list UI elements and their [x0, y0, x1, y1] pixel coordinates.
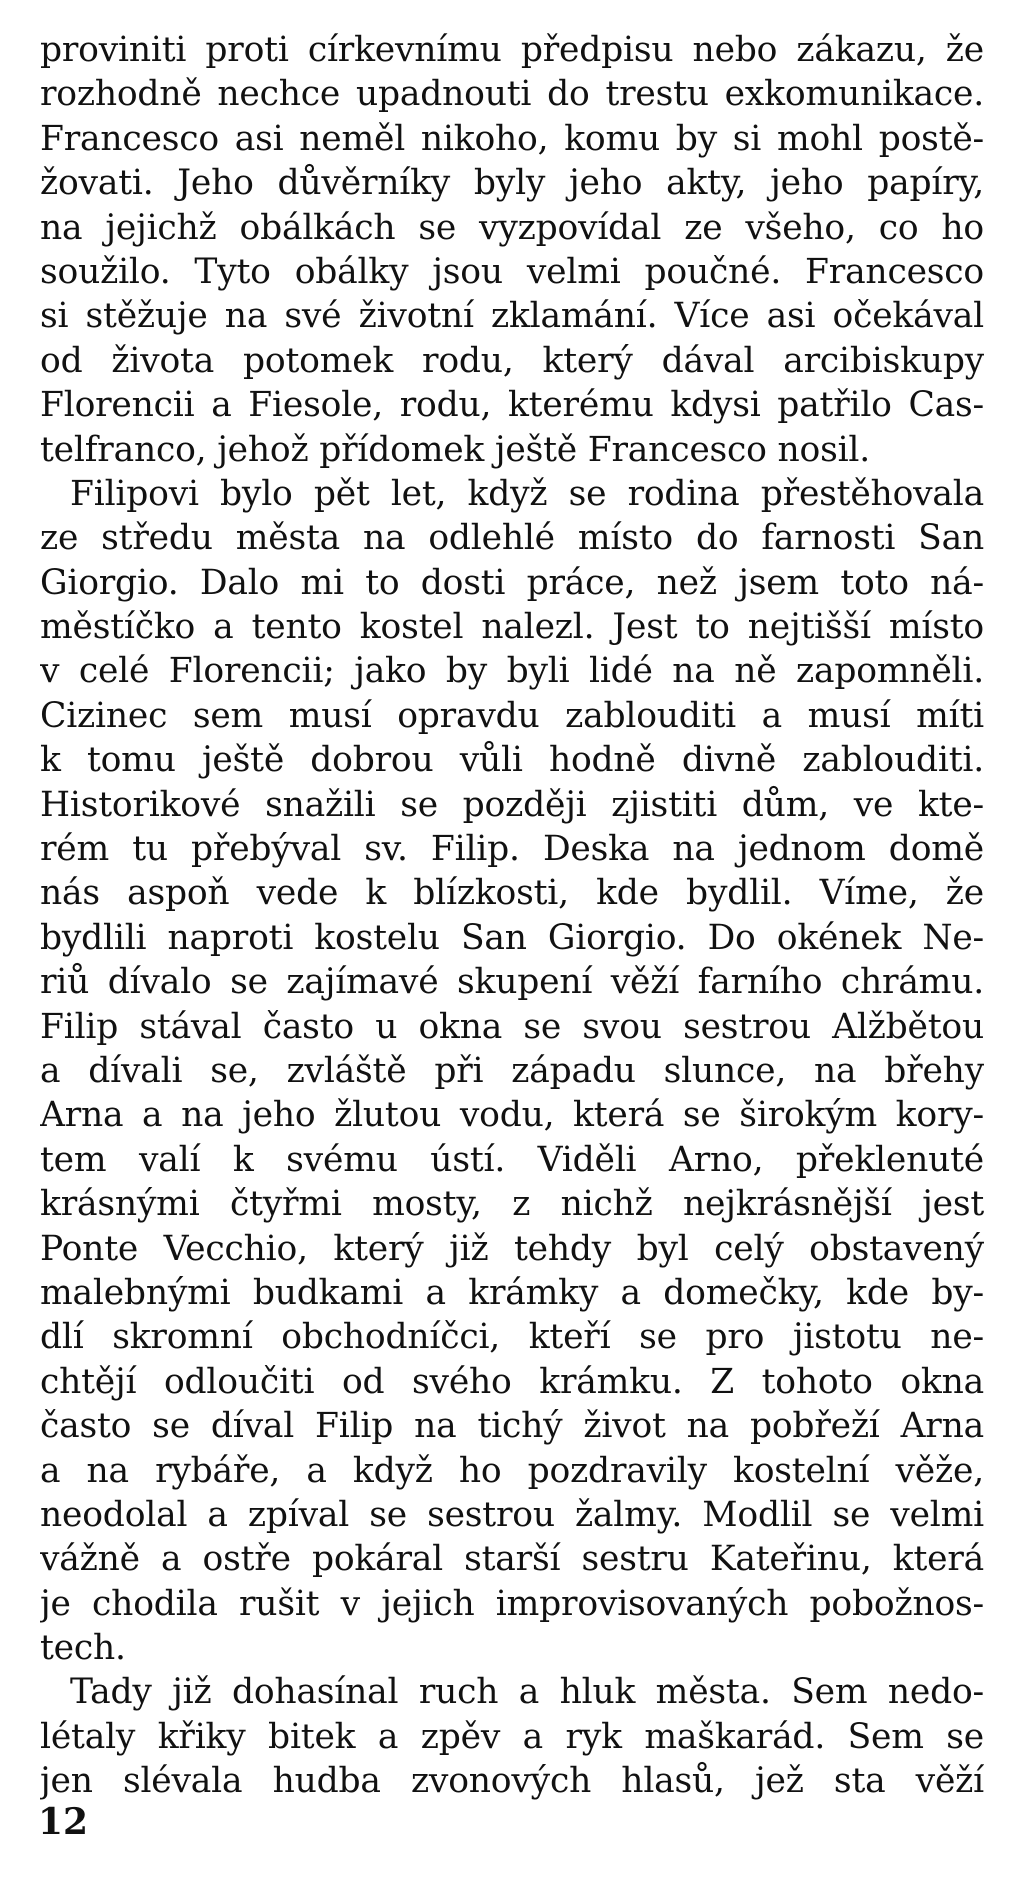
- text-line: létaly křiky bitek a zpěv a ryk maškarád. Sem se: [40, 1716, 984, 1757]
- page-number: 12: [38, 1801, 89, 1843]
- text-line: Filip stával často u okna se svou sestrou Alžbětou: [40, 1006, 984, 1047]
- body-text: [40, 28, 984, 1804]
- text-line: ze středu města na odlehlé místo do farnosti San: [40, 518, 984, 559]
- text-line: žovati. Jeho důvěrníky byly jeho akty, jeho papíry,: [40, 163, 984, 204]
- text-line: Tady již dohasínal ruch a hluk města. Sem nedo-: [70, 1672, 984, 1713]
- text-line: bydlili naproti kostelu San Giorgio. Do okének Ne-: [40, 917, 984, 958]
- text-line: Historikové snažili se později zjistiti dům, ve kte-: [40, 784, 984, 825]
- text-line: a dívali se, zvláště při západu slunce, na břehy: [40, 1050, 984, 1091]
- text-line: telfranco, jehož přídomek ještě Francesco nosil.: [40, 429, 871, 470]
- text-line: tech.: [40, 1628, 126, 1669]
- text-line: Francesco asi neměl nikoho, komu by si mohl postě-: [40, 118, 984, 159]
- text-line: si stěžuje na své životní zklamání. Více asi očekával: [40, 296, 984, 337]
- text-line: dlí skromní obchodníčci, kteří se pro jistotu ne-: [40, 1317, 984, 1358]
- text-line: a na rybáře, a když ho pozdravily kostelní věže,: [40, 1450, 984, 1491]
- text-line: soužilo. Tyto obálky jsou velmi poučné. Francesco: [40, 251, 984, 292]
- text-line: městíčko a tento kostel nalezl. Jest to nejtišší místo: [40, 607, 984, 648]
- text-line: k tomu ještě dobrou vůli hodně divně zablouditi.: [40, 740, 984, 781]
- text-line: tem valí k svému ústí. Viděli Arno, překlenuté: [40, 1139, 984, 1180]
- text-line: malebnými budkami a krámky a domečky, kde by-: [40, 1272, 984, 1313]
- text-line: Ponte Vecchio, který již tehdy byl celý obstavený: [40, 1228, 984, 1269]
- text-line: proviniti proti církevnímu předpisu nebo zákazu, že: [40, 30, 984, 70]
- text-line: rém tu přebýval sv. Filip. Deska na jednom domě: [40, 829, 984, 870]
- text-line: často se díval Filip na tichý život na pobřeží Arna: [40, 1406, 984, 1447]
- text-line: Giorgio. Dalo mi to dosti práce, než jsem toto ná-: [40, 562, 984, 603]
- text-line: krásnými čtyřmi mosty, z nichž nejkrásnější jest: [40, 1184, 984, 1225]
- text-line: Cizinec sem musí opravdu zablouditi a musí míti: [40, 695, 984, 736]
- text-line: v celé Florencii; jako by byli lidé na ně zapomněli.: [40, 651, 984, 692]
- text-line: je chodila rušit v jejich improvisovaných pobožnos-: [40, 1583, 984, 1624]
- text-line: jen slévala hudba zvonových hlasů, jež sta věží: [40, 1761, 984, 1802]
- text-line: Florencii a Fiesole, rodu, kterému kdysi patřilo Cas-: [40, 385, 984, 426]
- text-line: nás aspoň vede k blízkosti, kde bydlil. Víme, že: [40, 873, 984, 914]
- text-line: rozhodně nechce upadnouti do trestu exkomunikace.: [40, 74, 984, 115]
- text-line: od života potomek rodu, který dával arcibiskupy: [40, 340, 984, 381]
- text-line: Arna a na jeho žlutou vodu, která se širokým kory-: [40, 1095, 984, 1136]
- text-line: riů dívalo se zajímavé skupení věží farního chrámu.: [40, 962, 984, 1003]
- text-line: vážně a ostře pokáral starší sestru Kateřinu, která: [40, 1539, 984, 1580]
- text-line: Filipovi bylo pět let, když se rodina přestěhovala: [70, 473, 984, 514]
- text-line: na jejichž obálkách se vyzpovídal ze všeho, co ho: [40, 207, 984, 248]
- text-line: chtějí odloučiti od svého krámku. Z tohoto okna: [40, 1361, 984, 1402]
- text-line: neodolal a zpíval se sestrou žalmy. Modlil se velmi: [40, 1494, 984, 1535]
